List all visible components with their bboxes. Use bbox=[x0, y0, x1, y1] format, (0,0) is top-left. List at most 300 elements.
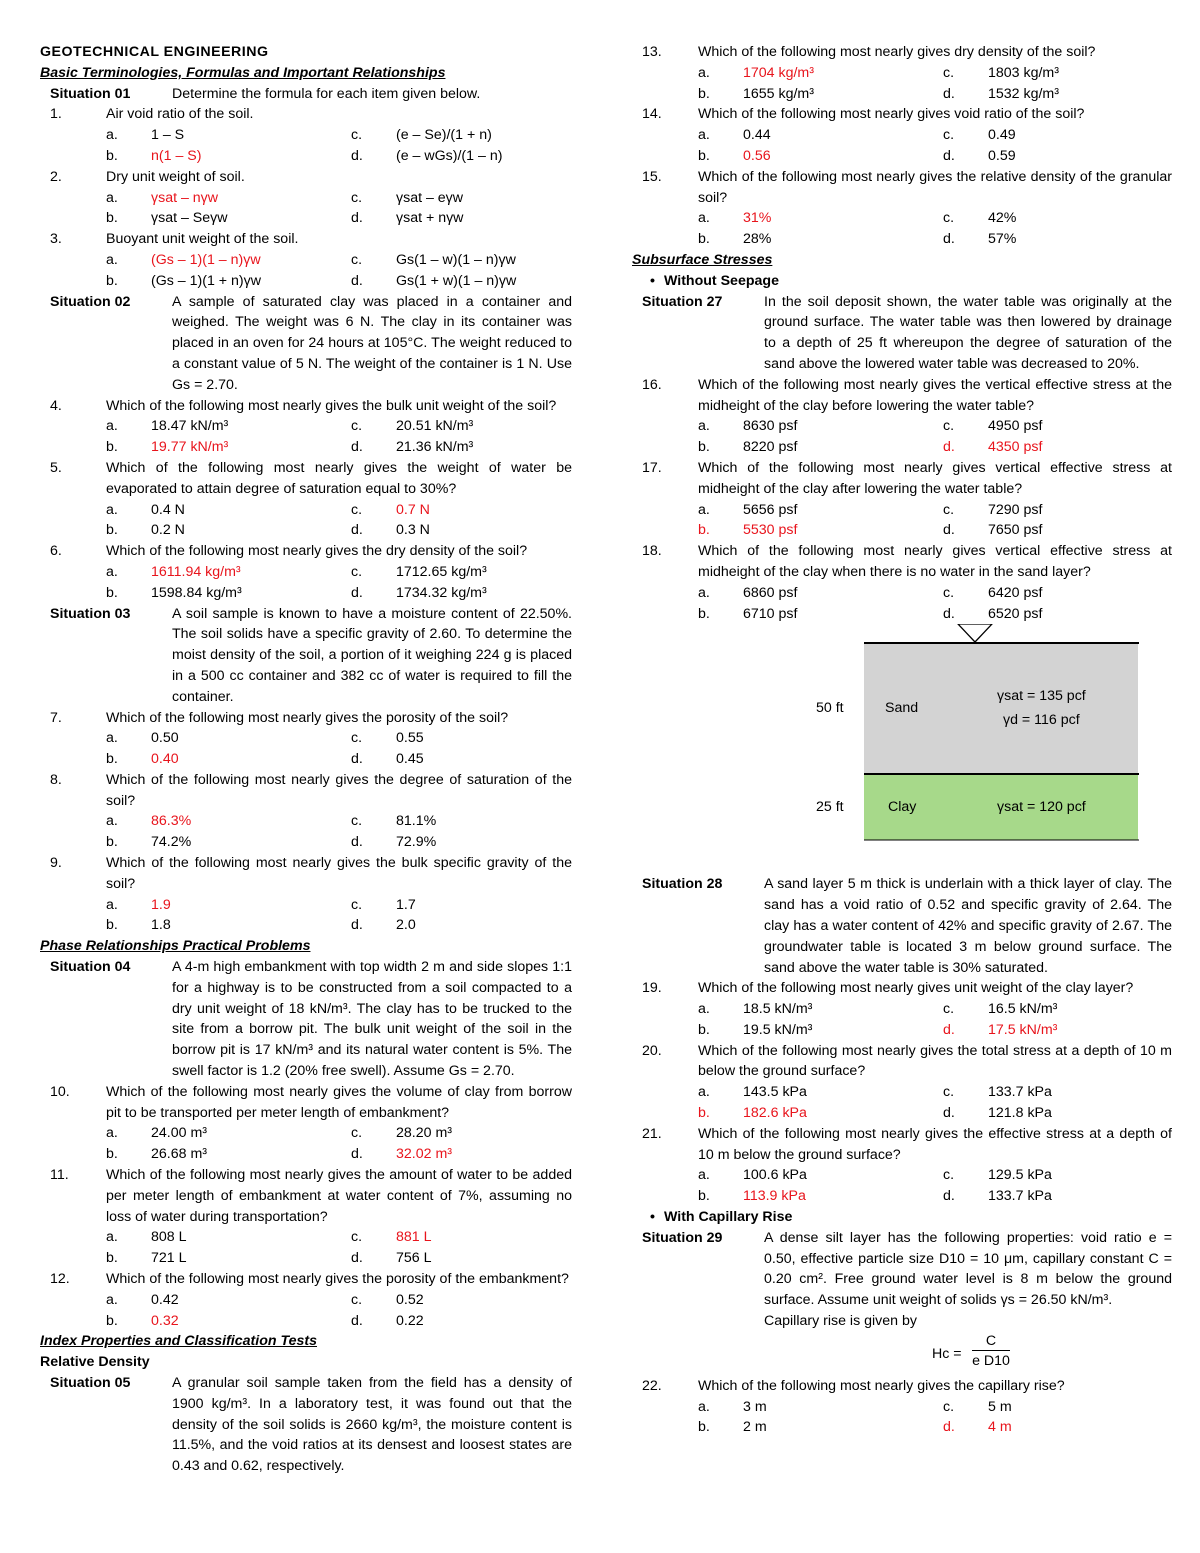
choices-row bbox=[632, 1417, 1172, 1438]
choices-row bbox=[40, 728, 572, 749]
choice-a: 143.5 kPa bbox=[743, 1084, 807, 1101]
choice-b: 6710 psf bbox=[743, 605, 798, 622]
choice-b: 28% bbox=[743, 231, 772, 248]
choice-letter: a. bbox=[106, 896, 118, 913]
situation-text: A sample of saturated clay was placed in a container and weighed. The weight was 6 N. The clay in its container was placed in an oven for 24 hours at 105°C. The weight reduced to a constant value of 5 N. The weight of the container is 1 N. Use Gs = 2.70. bbox=[172, 293, 572, 393]
choice-c: 4950 psf bbox=[988, 418, 1043, 435]
choice-letter: a. bbox=[106, 1291, 118, 1308]
choice-c: 133.7 kPa bbox=[988, 1084, 1052, 1101]
question-21 bbox=[632, 1124, 1172, 1166]
question-text: Which of the following most nearly gives the porosity of the embankment? bbox=[106, 1271, 569, 1288]
choice-letter: c. bbox=[351, 251, 363, 268]
question-text: Which of the following most nearly gives the capillary rise? bbox=[698, 1377, 1065, 1394]
choice-d: Gs(1 + w)(1 – n)γw bbox=[396, 272, 517, 289]
question-number: 18. bbox=[642, 543, 662, 560]
choices-row bbox=[40, 188, 572, 209]
choice-letter: c. bbox=[351, 1291, 363, 1308]
section-basic-terminologies: Basic Terminologies, Formulas and Important Relationships bbox=[40, 64, 446, 81]
choice-a: 100.6 kPa bbox=[743, 1167, 807, 1184]
choice-letter: b. bbox=[698, 439, 710, 456]
choice-letter: d. bbox=[351, 751, 363, 768]
choice-letter: c. bbox=[943, 501, 955, 518]
choice-b: 721 L bbox=[151, 1250, 187, 1267]
choice-letter: b. bbox=[106, 522, 118, 539]
choice-d-answer: 4350 psf bbox=[988, 439, 1043, 456]
choice-c: 7290 psf bbox=[988, 501, 1043, 518]
choice-letter: d. bbox=[943, 1419, 955, 1436]
choices-row bbox=[40, 895, 572, 916]
choice-d: 72.9% bbox=[396, 834, 437, 851]
water-table-icon bbox=[958, 624, 992, 642]
choice-d: 1532 kg/m³ bbox=[988, 85, 1059, 102]
choice-letter: b. bbox=[698, 85, 710, 102]
sand-gamma-sat: γsat = 135 pcf bbox=[997, 688, 1086, 705]
choices-row bbox=[40, 915, 572, 936]
choice-letter: a. bbox=[698, 1167, 710, 1184]
choice-letter: b. bbox=[106, 439, 118, 456]
question-number: 6. bbox=[50, 543, 62, 560]
choice-b-answer: 0.56 bbox=[743, 147, 771, 164]
question-text: Which of the following most nearly gives the vertical effective stress at the midheight of the clay before lowering the water table? bbox=[698, 376, 1172, 414]
choices-row bbox=[632, 416, 1172, 437]
choice-a: 24.00 m³ bbox=[151, 1125, 207, 1142]
choice-letter: d. bbox=[943, 85, 955, 102]
choice-letter: d. bbox=[351, 272, 363, 289]
choice-letter: b. bbox=[106, 147, 118, 164]
choices-row bbox=[632, 146, 1172, 167]
choices-row bbox=[632, 437, 1172, 458]
question-number: 1. bbox=[50, 106, 62, 123]
question-7 bbox=[40, 708, 572, 729]
choices-row bbox=[632, 1186, 1172, 1207]
choices-row bbox=[40, 1248, 572, 1269]
choice-letter: c. bbox=[943, 64, 955, 81]
choice-c: 16.5 kN/m³ bbox=[988, 1001, 1058, 1018]
choice-a: 0.44 bbox=[743, 127, 771, 144]
section-index-properties: Index Properties and Classification Tests bbox=[40, 1333, 318, 1350]
choice-letter: a. bbox=[106, 418, 118, 435]
question-text: Which of the following most nearly gives the bulk specific gravity of the soil? bbox=[106, 855, 572, 892]
choice-letter: a. bbox=[698, 501, 710, 518]
choice-letter: b. bbox=[106, 1250, 118, 1267]
question-11 bbox=[40, 1165, 572, 1227]
choice-letter: d. bbox=[943, 1021, 955, 1038]
choice-b: 8220 psf bbox=[743, 439, 798, 456]
question-text: Which of the following most nearly gives the volume of clay from borrow pit to be transported per meter length of embankment? bbox=[106, 1083, 572, 1121]
choice-d: 133.7 kPa bbox=[988, 1188, 1052, 1205]
choice-letter: a. bbox=[698, 210, 710, 227]
situation-04 bbox=[40, 957, 572, 1082]
choice-letter: c. bbox=[943, 584, 955, 601]
question-text: Which of the following most nearly gives the dry density of the soil? bbox=[106, 543, 528, 560]
choice-b: 1.8 bbox=[151, 917, 171, 934]
choice-letter: a. bbox=[698, 418, 710, 435]
choice-c: Gs(1 – w)(1 – n)γw bbox=[396, 251, 516, 268]
choice-letter: d. bbox=[351, 1312, 363, 1329]
situation-29 bbox=[632, 1228, 1172, 1332]
choice-d: 0.3 N bbox=[396, 522, 430, 539]
choice-c: 0.52 bbox=[396, 1291, 424, 1308]
situation-text: A sand layer 5 m thick is underlain with a thick layer of clay. The sand has a void ratio of 0.52 and specific gravity of 2.64. The clay has a water content of 42% and specific gravity of 2.67. The groundwater table is located 3 m below ground surface. The sand above the water table is 30% saturated. bbox=[764, 876, 1172, 976]
question-number: 10. bbox=[50, 1083, 70, 1100]
situation-03 bbox=[40, 604, 572, 708]
choice-letter: a. bbox=[106, 127, 118, 144]
choices-row bbox=[40, 146, 572, 167]
choice-c: 1803 kg/m³ bbox=[988, 64, 1059, 81]
question-number: 21. bbox=[642, 1125, 662, 1142]
question-14 bbox=[632, 104, 1172, 125]
choice-letter: d. bbox=[943, 605, 955, 622]
choice-b-answer: 182.6 kPa bbox=[743, 1105, 807, 1122]
situation-label: Situation 05 bbox=[50, 1375, 131, 1391]
question-number: 15. bbox=[642, 168, 662, 185]
choice-letter: a. bbox=[698, 1398, 710, 1415]
right-column bbox=[632, 42, 1172, 1438]
choices-row bbox=[40, 1123, 572, 1144]
question-6 bbox=[40, 541, 572, 562]
choice-c: 81.1% bbox=[396, 813, 437, 830]
choice-b: 19.5 kN/m³ bbox=[743, 1021, 813, 1038]
section-subsurface-stresses: Subsurface Stresses bbox=[632, 251, 773, 268]
question-number: 9. bbox=[50, 855, 62, 872]
choices-row bbox=[632, 229, 1172, 250]
choice-letter: c. bbox=[351, 563, 363, 580]
question-text: Which of the following most nearly gives the total stress at a depth of 10 m below the ground surface? bbox=[698, 1042, 1172, 1080]
choice-letter: a. bbox=[106, 563, 118, 580]
situation-label: Situation 28 bbox=[642, 876, 723, 893]
page-title: GEOTECHNICAL ENGINEERING bbox=[40, 44, 269, 60]
section-phase-relationships: Phase Relationships Practical Problems bbox=[40, 938, 311, 955]
question-text: Which of the following most nearly gives dry density of the soil? bbox=[698, 44, 1096, 60]
question-text: Which of the following most nearly gives the bulk unit weight of the soil? bbox=[106, 397, 557, 414]
choice-a-answer: γsat – nγw bbox=[151, 189, 219, 206]
question-15 bbox=[632, 167, 1172, 209]
choice-letter: b. bbox=[698, 1188, 710, 1205]
choice-d: (e – wGs)/(1 – n) bbox=[396, 147, 503, 164]
choice-d-answer: 17.5 kN/m³ bbox=[988, 1021, 1058, 1038]
choices-row bbox=[40, 811, 572, 832]
choice-letter: d. bbox=[943, 1105, 955, 1122]
choices-row bbox=[40, 520, 572, 541]
choice-letter: b. bbox=[106, 1146, 118, 1163]
choices-row bbox=[40, 832, 572, 853]
choice-a: 1 – S bbox=[151, 127, 185, 144]
question-number: 5. bbox=[50, 459, 62, 476]
situation-text: A dense silt layer has the following properties: void ratio e = 0.50, effective particle size D10 = 10 μm, capillary constant C = 0.20 cm². Free ground water level is 8 m below the ground surface. Assume unit weight of solids γs = 26.50 kN/m³. bbox=[764, 1229, 1172, 1309]
choice-letter: c. bbox=[943, 1084, 955, 1101]
choice-b: 1655 kg/m³ bbox=[743, 85, 814, 102]
choices-row bbox=[40, 562, 572, 583]
choice-letter: c. bbox=[943, 1167, 955, 1184]
choice-letter: a. bbox=[106, 1125, 118, 1142]
choice-d: 0.59 bbox=[988, 147, 1016, 164]
choice-letter: a. bbox=[106, 251, 118, 268]
question-text: Dry unit weight of soil. bbox=[106, 168, 245, 185]
question-number: 17. bbox=[642, 459, 662, 476]
choice-letter: d. bbox=[943, 231, 955, 248]
sand-gamma-dry: γd = 116 pcf bbox=[1003, 712, 1080, 729]
choice-c: γsat – eγw bbox=[396, 189, 464, 206]
situation-05 bbox=[40, 1373, 572, 1477]
situation-text: A granular soil sample taken from the field has a density of 1900 kg/m³. In a laboratory test, it was found out that the density of the soil solids is 2660 kg/m³, the moisture content is 11.5%, and the void ratios at its densest and loosest states are 0.43 and 0.62, respectively. bbox=[172, 1375, 572, 1475]
choice-a-answer: (Gs – 1)(1 – n)γw bbox=[151, 251, 261, 268]
choice-b: 74.2% bbox=[151, 834, 192, 851]
choice-d: 756 L bbox=[396, 1250, 432, 1267]
choices-row bbox=[632, 84, 1172, 105]
choices-row bbox=[632, 604, 1172, 625]
situation-label: Situation 03 bbox=[50, 605, 131, 622]
situation-text: Determine the formula for each item given below. bbox=[172, 85, 481, 102]
formula-numerator: C bbox=[972, 1332, 1010, 1351]
choice-letter: c. bbox=[943, 210, 955, 227]
choice-b-answer: 0.32 bbox=[151, 1312, 179, 1329]
question-text: Which of the following most nearly gives the effective stress at a depth of 10 m below the ground surface? bbox=[698, 1125, 1172, 1163]
choices-row bbox=[632, 1082, 1172, 1103]
formula-denominator: e D10 bbox=[972, 1352, 1010, 1369]
situation-text: In the soil deposit shown, the water table was originally at the ground surface. The water table was then lowered by drainage to a depth of 25 ft whereupon the degree of saturation of the sand above the lowered water table was decreased to 20%. bbox=[764, 293, 1172, 372]
question-text: Which of the following most nearly gives vertical effective stress at midheight of the clay after lowering the water table? bbox=[698, 459, 1172, 497]
question-number: 19. bbox=[642, 980, 662, 997]
choice-c-answer: 0.7 N bbox=[396, 501, 430, 518]
choice-a: 3 m bbox=[743, 1398, 767, 1415]
choices-row bbox=[40, 1311, 572, 1332]
question-number: 4. bbox=[50, 397, 62, 414]
choice-b-answer: 0.40 bbox=[151, 751, 179, 768]
choice-letter: c. bbox=[351, 418, 363, 435]
choice-letter: b. bbox=[698, 1105, 710, 1122]
choice-a: 8630 psf bbox=[743, 418, 798, 435]
choice-a-answer: 1611.94 kg/m³ bbox=[151, 563, 241, 580]
situation-label: Situation 29 bbox=[642, 1229, 723, 1246]
bullet-with-capillary-rise: • With Capillary Rise bbox=[632, 1207, 1172, 1228]
choices-row bbox=[40, 208, 572, 229]
choice-letter: b. bbox=[698, 522, 710, 539]
choice-letter: c. bbox=[943, 418, 955, 435]
choice-b-answer: n(1 – S) bbox=[151, 147, 202, 164]
question-text: Which of the following most nearly gives the porosity of the soil? bbox=[106, 709, 509, 726]
situation-text-2: Capillary rise is given by bbox=[764, 1313, 917, 1330]
choice-a: 0.50 bbox=[151, 730, 179, 747]
situation-27 bbox=[632, 292, 1172, 375]
choice-d: 57% bbox=[988, 231, 1017, 248]
choice-letter: d. bbox=[351, 210, 363, 227]
choice-d: 7650 psf bbox=[988, 522, 1043, 539]
choice-d-answer: 32.02 m³ bbox=[396, 1146, 452, 1163]
choices-row bbox=[40, 1227, 572, 1248]
capillary-rise-formula bbox=[632, 1332, 1172, 1376]
question-2 bbox=[40, 167, 572, 188]
situation-label: Situation 04 bbox=[50, 959, 131, 976]
situation-text: A 4-m high embankment with top width 2 m and side slopes 1:1 for a highway is to be constructed from a soil compacted to a dry unit weight of 18 kN/m³. The clay has to be trucked to the site from a borrow pit. The bulk unit weight of the soil in the borrow pit is 17 kN/m³ and its natural water content is 5%. The swell factor is 1.2 (20% free swell). Assume Gs = 2.70. bbox=[172, 959, 572, 1080]
clay-label: Clay bbox=[888, 799, 917, 816]
choice-c: 20.51 kN/m³ bbox=[396, 418, 474, 435]
bullet-without-seepage: • Without Seepage bbox=[632, 271, 1172, 292]
choice-a: 0.42 bbox=[151, 1291, 179, 1308]
choice-letter: c. bbox=[351, 1229, 363, 1246]
question-number: 13. bbox=[642, 44, 662, 60]
choice-letter: d. bbox=[943, 147, 955, 164]
question-text: Buoyant unit weight of the soil. bbox=[106, 231, 299, 248]
choice-b: (Gs – 1)(1 + n)γw bbox=[151, 272, 261, 289]
choices-row bbox=[40, 271, 572, 292]
choice-a: 18.47 kN/m³ bbox=[151, 418, 229, 435]
sand-label: Sand bbox=[885, 700, 919, 717]
question-text: Which of the following most nearly gives the relative density of the granular soil? bbox=[698, 168, 1172, 206]
choices-row bbox=[632, 1020, 1172, 1041]
choice-letter: c. bbox=[351, 813, 363, 830]
choice-letter: d. bbox=[351, 439, 363, 456]
situation-02 bbox=[40, 292, 572, 396]
question-13 bbox=[632, 42, 1172, 63]
question-number: 14. bbox=[642, 106, 662, 123]
question-17 bbox=[632, 458, 1172, 500]
choice-letter: c. bbox=[351, 501, 363, 518]
choice-letter: d. bbox=[351, 917, 363, 934]
choice-b-answer: 113.9 kPa bbox=[743, 1188, 806, 1205]
left-column bbox=[40, 42, 572, 1477]
question-20 bbox=[632, 1041, 1172, 1083]
choice-a-answer: 86.3% bbox=[151, 813, 192, 830]
question-text: Which of the following most nearly gives unit weight of the clay layer? bbox=[698, 980, 1134, 997]
choice-letter: b. bbox=[698, 1021, 710, 1038]
choice-c: 0.55 bbox=[396, 730, 424, 747]
choice-d: 6520 psf bbox=[988, 605, 1043, 622]
question-number: 3. bbox=[50, 231, 62, 248]
choices-row bbox=[40, 1290, 572, 1311]
choice-a-answer: 1704 kg/m³ bbox=[743, 64, 814, 81]
choice-letter: b. bbox=[106, 272, 118, 289]
question-number: 7. bbox=[50, 709, 62, 726]
choices-row bbox=[632, 125, 1172, 146]
formula-lhs: Hc = bbox=[932, 1345, 962, 1362]
choices-row bbox=[40, 250, 572, 271]
situation-label: Situation 01 bbox=[50, 85, 131, 102]
choice-letter: d. bbox=[351, 147, 363, 164]
choice-d: 121.8 kPa bbox=[988, 1105, 1052, 1122]
question-text: Which of the following most nearly gives the degree of saturation of the soil? bbox=[106, 771, 572, 809]
situation-text: A soil sample is known to have a moisture content of 22.50%. The soil solids have a specific gravity of 2.60. To determine the moist density of the soil, a portion of it weighing 224 g is placed in a 500 cc container and 382 cc of water is required to fill the container. bbox=[172, 605, 572, 705]
choice-letter: d. bbox=[943, 439, 955, 456]
question-text: Which of the following most nearly gives the weight of water be evaporated to attain degree of saturation equal to 30%? bbox=[106, 459, 572, 497]
choice-c: 129.5 kPa bbox=[988, 1167, 1052, 1184]
subsection-relative-density: Relative Density bbox=[40, 1354, 150, 1371]
choice-a-answer: 1.9 bbox=[151, 896, 171, 913]
choice-letter: a. bbox=[698, 127, 710, 144]
question-8 bbox=[40, 770, 572, 812]
question-number: 20. bbox=[642, 1042, 662, 1059]
choice-d: 21.36 kN/m³ bbox=[396, 439, 474, 456]
choice-letter: d. bbox=[351, 1250, 363, 1267]
choice-c: 5 m bbox=[988, 1398, 1012, 1415]
choice-letter: b. bbox=[698, 231, 710, 248]
question-1 bbox=[40, 104, 572, 125]
question-10 bbox=[40, 1082, 572, 1124]
choice-d: 2.0 bbox=[396, 917, 416, 934]
choices-row bbox=[632, 1103, 1172, 1124]
choice-d: γsat + nγw bbox=[396, 210, 464, 227]
question-number: 22. bbox=[642, 1377, 662, 1394]
choices-row bbox=[40, 416, 572, 437]
question-text: Which of the following most nearly gives the amount of water to be added per meter length of embankment at water content of 7%, assuming no loss of water during transportation? bbox=[106, 1167, 572, 1225]
question-text: Which of the following most nearly gives vertical effective stress at midheight of the clay when there is no water in the sand layer? bbox=[698, 543, 1172, 580]
question-number: 12. bbox=[50, 1271, 70, 1288]
question-3 bbox=[40, 229, 572, 250]
choice-c: 1712.65 kg/m³ bbox=[396, 563, 487, 580]
choice-letter: c. bbox=[943, 127, 955, 144]
choice-letter: b. bbox=[106, 751, 118, 768]
choices-row bbox=[632, 63, 1172, 84]
choice-a-answer: 31% bbox=[743, 210, 772, 227]
choice-b: γsat – Seγw bbox=[151, 210, 228, 227]
choice-a: 18.5 kN/m³ bbox=[743, 1001, 813, 1018]
question-12 bbox=[40, 1269, 572, 1290]
choice-b: 0.2 N bbox=[151, 522, 185, 539]
choice-letter: a. bbox=[698, 1001, 710, 1018]
choice-b: 2 m bbox=[743, 1419, 767, 1436]
choice-a: 0.4 N bbox=[151, 501, 185, 518]
choice-d-answer: 4 m bbox=[988, 1419, 1012, 1436]
choices-row bbox=[40, 749, 572, 770]
choice-letter: a. bbox=[106, 1229, 118, 1246]
choices-row bbox=[40, 500, 572, 521]
choices-row bbox=[40, 125, 572, 146]
clay-gamma-sat: γsat = 120 pcf bbox=[997, 799, 1086, 816]
choice-letter: b. bbox=[106, 210, 118, 227]
choice-d: 0.22 bbox=[396, 1312, 424, 1329]
choice-letter: a. bbox=[106, 501, 118, 518]
choice-letter: c. bbox=[943, 1001, 955, 1018]
choice-letter: a. bbox=[106, 813, 118, 830]
question-text: Which of the following most nearly gives void ratio of the soil? bbox=[698, 106, 1085, 123]
choice-d: 0.45 bbox=[396, 751, 424, 768]
clay-thickness-label: 25 ft bbox=[816, 799, 844, 816]
choices-row bbox=[40, 437, 572, 458]
soil-profile-svg bbox=[632, 624, 1172, 874]
choice-d: 1734.32 kg/m³ bbox=[396, 584, 487, 601]
choice-letter: d. bbox=[351, 522, 363, 539]
question-19 bbox=[632, 978, 1172, 999]
choice-letter: b. bbox=[106, 917, 118, 934]
question-number: 2. bbox=[50, 168, 62, 185]
question-4 bbox=[40, 396, 572, 417]
question-22 bbox=[632, 1376, 1172, 1397]
choices-row bbox=[40, 1144, 572, 1165]
choice-letter: d. bbox=[351, 1146, 363, 1163]
choice-letter: b. bbox=[698, 1419, 710, 1436]
choice-c: (e – Se)/(1 + n) bbox=[396, 127, 492, 144]
choice-b-answer: 19.77 kN/m³ bbox=[151, 439, 229, 456]
sand-thickness-label: 50 ft bbox=[816, 700, 844, 717]
question-9 bbox=[40, 853, 572, 895]
situation-label: Situation 27 bbox=[642, 293, 723, 310]
situation-01 bbox=[40, 84, 572, 105]
choice-letter: d. bbox=[943, 522, 955, 539]
question-5 bbox=[40, 458, 572, 500]
situation-28 bbox=[632, 874, 1172, 978]
question-number: 16. bbox=[642, 376, 662, 393]
choice-letter: c. bbox=[351, 730, 363, 747]
choice-letter: b. bbox=[698, 605, 710, 622]
question-18 bbox=[632, 541, 1172, 583]
choice-c: 0.49 bbox=[988, 127, 1016, 144]
choice-letter: b. bbox=[106, 584, 118, 601]
choice-c: 28.20 m³ bbox=[396, 1125, 452, 1142]
choice-c: 6420 psf bbox=[988, 584, 1043, 601]
choice-letter: a. bbox=[698, 1084, 710, 1101]
choice-a: 5656 psf bbox=[743, 501, 798, 518]
choice-letter: d. bbox=[943, 1188, 955, 1205]
question-number: 11. bbox=[50, 1167, 69, 1184]
